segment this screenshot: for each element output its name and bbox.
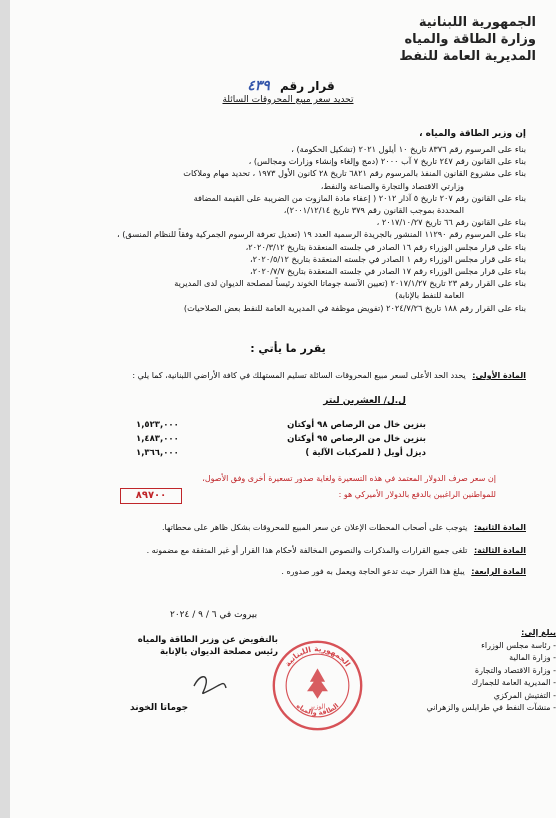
fuel-name: ديزل أويل ( للمركبات الآلية ): [305, 448, 426, 458]
distribution-item: - رئاسة مجلس الوزراء: [481, 640, 556, 650]
exchange-rate-box: ٨٩٧٠٠: [120, 488, 182, 504]
decision-number: ٤٣٩: [247, 78, 270, 94]
decision-label: قرار رقم: [280, 79, 335, 93]
letterhead-republic: الجمهورية اللبنانية: [418, 15, 536, 30]
recital: بناء على القرار رقم ٢٣ تاريخ ٢٠١٧/١/٢٧ (تعيين الآنسة جوماتا الخوند رئيساً لمصلحة الديوان لدى المديرية: [174, 278, 526, 289]
signer-name: جوماتا الخوند: [130, 703, 189, 713]
handwritten-signature: [190, 668, 230, 698]
resolves-heading: يقرر ما يأتي :: [250, 342, 326, 355]
svg-text:الجمهورية اللبنانية: الجمهورية اللبنانية: [282, 644, 353, 669]
recital: وزارتي الاقتصاد والتجارة والصناعة والنفط،: [320, 180, 464, 191]
price-unit-header: ل.ل/ العشرين ليتر: [323, 396, 406, 406]
article-1: [46, 370, 526, 381]
recital: بناء على القانون رقم ٢٠٧ تاريخ ٥ آذار ٢٠١٢ ( إعفاء مادة المازوت من الضريبة على القيمة المضافة: [193, 192, 526, 203]
article-2-label: المادة الثانية:: [473, 523, 526, 532]
recital: بناء على القانون رقم ٦٦ تاريخ ٢٠١٧/١٠/٢٧ ،: [376, 217, 526, 228]
article-4-text: يبلغ هذا القرار حيث تدعو الحاجة ويعمل به فور صدوره .: [281, 567, 465, 576]
article-1-label: المادة الأولى:: [472, 371, 526, 380]
distribution-item: - منشآت النفط في طرابلس والزهراني: [426, 703, 556, 712]
fuel-price: ١,٥٢٣,٠٠٠: [136, 420, 179, 430]
signer-line-2: رئيس مصلحة الديوان بالإنابة: [160, 647, 278, 657]
article-1-text: يحدد الحد الأعلى لسعر مبيع المحروقات السائلة تسليم المستهلك في كافة الأراضي اللبنانية، كما يلي :: [132, 371, 466, 380]
signer-line-1: بالتفويض عن وزير الطاقة والمياه: [137, 635, 278, 645]
letterhead: [336, 14, 536, 65]
svg-text:الطاقة والمياه: الطاقة والمياه: [294, 701, 341, 717]
recital: بناء على مشروع القانون المنفذ بالمرسوم رقم ٦٨٢١ تاريخ ٢٨ كانون الأول ١٩٧٣ ، تحديد مهام وملاكات: [183, 168, 526, 179]
distribution-list: [406, 627, 556, 715]
decision-title: [10, 78, 556, 105]
article-2: [46, 522, 526, 533]
distribution-item: - وزارة الاقتصاد والتجارة: [474, 665, 556, 675]
recital: بناء على قرار مجلس الوزراء رقم ١ الصادر في جلسته المنعقدة بتاريخ ٢٠٢٠/٥/١٢،: [249, 253, 526, 264]
article-3-text: تلغى جميع القرارات والمذكرات والنصوص المخالفة لأحكام هذا القرار أو غير المتفقة مع مضمونه .: [146, 546, 468, 555]
exchange-note-line-1: إن سعر صرف الدولار المعتمد في هذه التسعيرة ولغاية صدور تسعيرة أخرى وفق الأصول،: [202, 474, 496, 483]
letterhead-ministry: وزارة الطاقة والمياه: [404, 32, 536, 47]
fuel-price: ١,٣٦٦,٠٠٠: [136, 448, 179, 458]
distribution-item: - المديرية العامة للجمارك: [471, 678, 556, 687]
decision-subject: تحديد سعر مبيع المحروقات السائلة: [222, 95, 354, 105]
distribution-item: - التفتيش المركزي: [493, 690, 556, 700]
fuel-name: بنزين خال من الرصاص ٩٨ أوكتان: [287, 420, 426, 430]
issue-date: بيروت في ٦ / ٩ / ٢٠٢٤: [170, 610, 258, 620]
recital: بناء على المرسوم رقم ٨٣٧٦ تاريخ ١٠ أيلول ٢٠٢١ (تشكيل الحكومة) ،: [291, 144, 526, 154]
fuel-price: ١,٤٨٣,٠٠٠: [136, 434, 179, 444]
article-4: [46, 566, 526, 577]
recital: العامة للنفط بالإنابة): [395, 290, 464, 301]
article-3: [46, 545, 526, 556]
recital: المحددة بموجب القانون رقم ٣٧٩ تاريخ ٢٠٠١/١٢/١٤)،: [283, 205, 464, 216]
recital: بناء على المرسوم رقم ١١٢٩٠ المنشور بالجريدة الرسمية العدد ١٩ (تعديل تعرفة الرسوم الجمركية وفقاً للنظام المنسق) ،: [116, 229, 526, 240]
official-seal: [270, 638, 365, 733]
recitals: [56, 143, 526, 314]
exchange-note-line-2: للمواطنين الراغبين بالدفع بالدولار الأميركي هو :: [338, 490, 496, 499]
article-4-label: المادة الرابعة:: [471, 567, 526, 576]
intro-line: إن وزير الطاقة والمياه ،: [419, 129, 526, 139]
letterhead-directorate: المديرية العامة للنفط: [399, 49, 536, 64]
recital: بناء على القرار رقم ١٨٨ تاريخ ٢٠٢٤/٧/٢٦ (تفويض موظفة في المديرية العامة للنفط بعض الصلاحيات): [183, 302, 526, 313]
recital: بناء على القانون رقم ٢٤٧ تاريخ ٧ آب ٢٠٠٠ (دمج وإلغاء وإنشاء وزارات ومجالس) ،: [248, 156, 526, 167]
distribution-item: - وزارة المالية: [509, 653, 556, 662]
article-2-text: يتوجب على أصحاب المحطات الإعلان عن سعر المبيع للمحروقات بشكل ظاهر على محطاتها.: [162, 523, 468, 532]
article-3-label: المادة الثالثة:: [473, 546, 526, 555]
svg-text:الوزير: الوزير: [309, 702, 326, 711]
distribution-title: يبلغ إلى:: [521, 628, 556, 637]
fuel-name: بنزين خال من الرصاص ٩٥ أوكتان: [287, 434, 426, 444]
recital: بناء على قرار مجلس الوزراء رقم ١٧ الصادر في جلسته المنعقدة بتاريخ ٢٠٢٠/٧/٧،: [250, 266, 526, 277]
recital: بناء على قرار مجلس الوزراء رقم ١٦ الصادر في جلسته المنعقدة بتاريخ ٢٠٢٠/٣/١٢،: [245, 241, 526, 252]
signer-block: [128, 634, 278, 658]
